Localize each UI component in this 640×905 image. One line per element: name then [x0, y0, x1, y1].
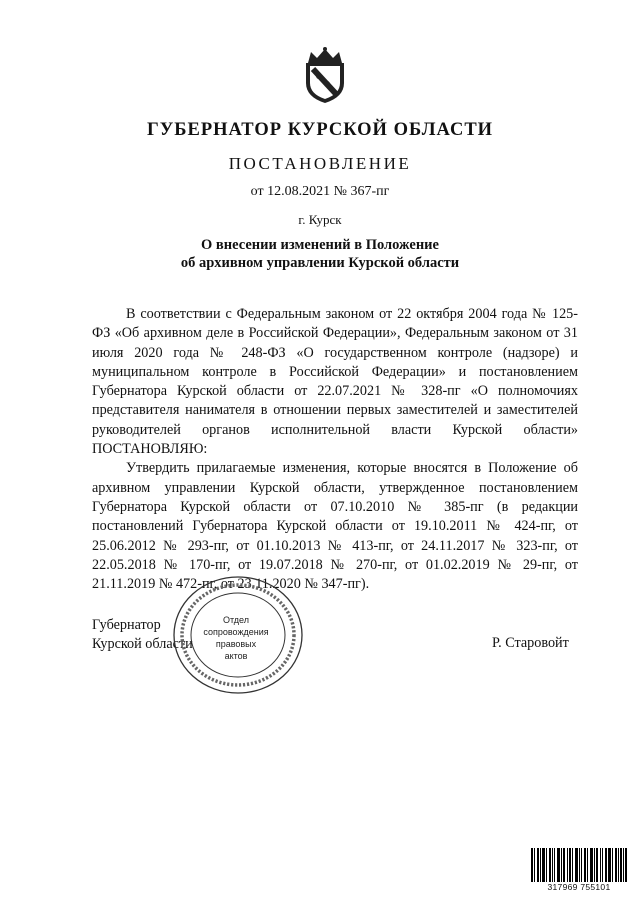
signatory-name: Р. Старовойт: [492, 635, 569, 651]
document-city: г. Курск: [298, 212, 342, 227]
document-heading: [0, 236, 640, 272]
body-paragraph-1: В соответствии с Федеральным законом от 22 октября 2004 года № 125-ФЗ «Об архивном деле в Российской Федерации», Федеральным законом от 31 июля 2020 года № 248-ФЗ «О государственном контроле (надзоре) и муниципальном контроле в Российской Федерации» и постановлением Губернатора Курской области от 22.07.2021 № 328-пг «О полномочиях представителя нанимателя в отношении первых заместителей и заместителей руководителей органов исполнительной власти Курской области» ПОСТАНОВЛЯЮ:: [92, 306, 578, 458]
document-body: [92, 305, 578, 594]
barcode-number: 317969 755101: [547, 882, 611, 892]
document-type: ПОСТАНОВЛЕНИЕ: [228, 154, 412, 173]
coat-of-arms-icon: [300, 45, 350, 105]
stamp-line-4: актов: [224, 651, 248, 661]
stamp-text: [194, 614, 278, 662]
heading-line-1: О внесении изменений в Положение: [201, 237, 439, 253]
document-date-number: от 12.08.2021 № 367-пг: [250, 184, 390, 199]
authority-title: ГУБЕРНАТОР КУРСКОЙ ОБЛАСТИ: [146, 120, 494, 140]
stamp-line-3: правовых: [215, 639, 257, 649]
stamp-line-2: сопровождения: [203, 627, 269, 637]
heading-line-2: об архивном управлении Курской области: [180, 255, 460, 271]
signatory-position-line-1: Губернатор: [92, 617, 161, 633]
body-paragraph-2: Утвердить прилагаемые изменения, которые вносятся в Положение об архивном управлении Курской области, утвержденное постановлением Губернатора Курской области от 07.10.2010 № 385-пг (в редакции постановлений Губернатора Курской области от 19.10.2011 № 424-пг, от 25.06.2012 № 293-пг, от 01.10.2013 № 413-пг, от 24.11.2017 № 323-пг, от 22.05.2018 № 170-пг, от 19.07.2018 № 270-пг, от 01.02.2019 № 29-пг, от 21.11.2019 № 472-пг, от 23.11.2020 № 347-пг).: [92, 460, 578, 593]
stamp-line-1: Отдел: [222, 615, 250, 625]
signatory-position-line-2: Курской области: [92, 636, 193, 652]
barcode: [531, 848, 627, 882]
